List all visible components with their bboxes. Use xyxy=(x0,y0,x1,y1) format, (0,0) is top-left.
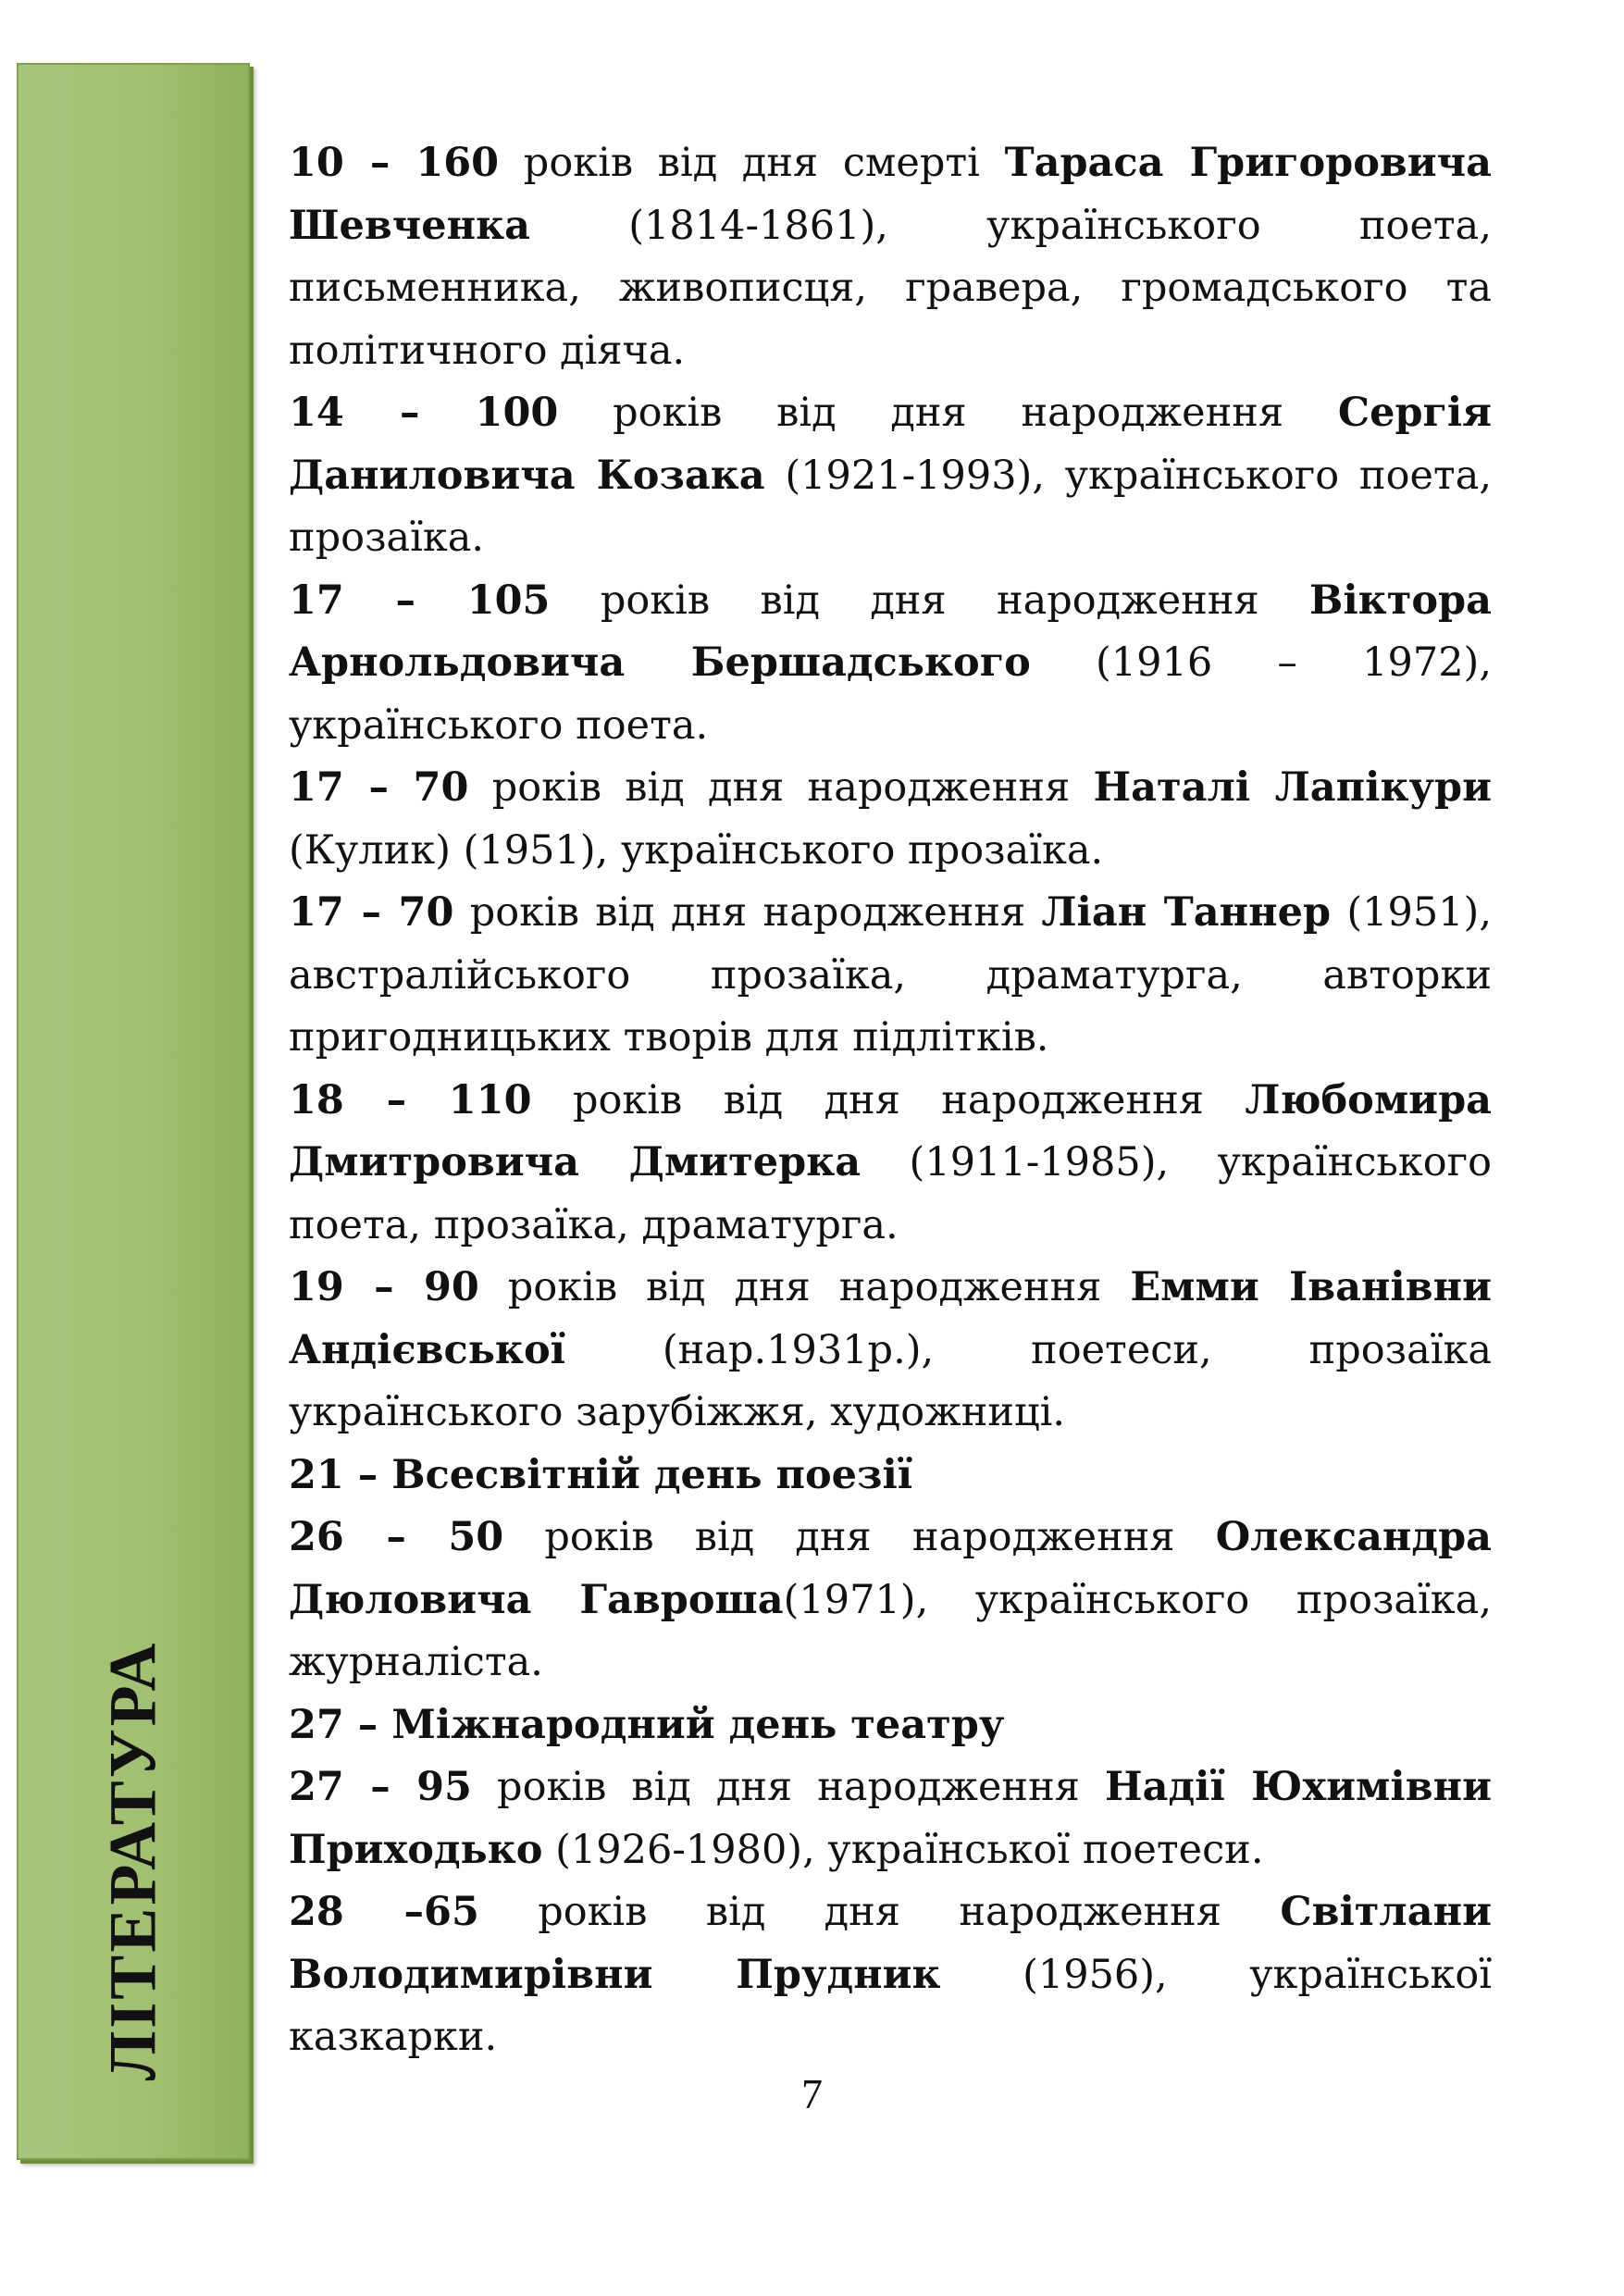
entry-date: 14 – 100 xyxy=(289,390,559,436)
entry-details: (1926-1980), української поетеси. xyxy=(542,1826,1264,1873)
entry-details: (1921-1993), українського поета, прозаїка. xyxy=(289,452,1492,561)
entry-text: років від дня народження xyxy=(478,1889,1281,1935)
entry-date: 17 – 105 xyxy=(289,577,551,624)
entry-date: 27 – Міжнародний день театру xyxy=(289,1701,1005,1748)
entry-name: Віктора Арнольдовича Бершадського xyxy=(289,577,1492,686)
entry-date: 17 – 70 xyxy=(289,889,454,936)
entry-name: Сергія Даниловича Козака xyxy=(289,390,1492,499)
entry-date: 10 – 160 xyxy=(289,140,500,186)
entry xyxy=(289,1445,1492,1508)
entry-name: Тараса Григоровича Шевченка xyxy=(289,140,1492,249)
entry-name: Світлани Володимирівни Прудник xyxy=(289,1889,1492,1998)
entry xyxy=(289,1694,1492,1757)
calendar-entries xyxy=(289,132,1492,2069)
section-sidebar xyxy=(17,63,250,2160)
entry xyxy=(289,132,1492,382)
entry-text: років від дня народження xyxy=(478,1264,1131,1310)
entry xyxy=(289,570,1492,758)
entry xyxy=(289,1756,1492,1881)
entry-name: Емми Іванівни Андієвської xyxy=(289,1264,1492,1373)
entry-details: (нар.1931р.), поетеси, прозаїка українського зарубіжжя, художниці. xyxy=(289,1326,1492,1435)
entry-name: Олександра Дюловича Гавроша xyxy=(289,1514,1492,1623)
entry xyxy=(289,1507,1492,1694)
entry-date: 21 – Всесвітній день поезії xyxy=(289,1451,913,1498)
entry xyxy=(289,1070,1492,1258)
entry-text: років від дня народження xyxy=(471,1764,1105,1810)
entry-details: (1916 – 1972), українського поета. xyxy=(289,639,1492,749)
entry-date: 27 – 95 xyxy=(289,1764,472,1810)
entry-date: 18 – 110 xyxy=(289,1076,532,1123)
entry-details: (1956), української казкарки. xyxy=(289,1951,1492,2060)
entry-details: (1951), австралійського прозаїка, драматурга, авторки пригодницьких творів для підлітків. xyxy=(289,889,1492,1061)
entry-name: Надії Юхимівни Приходько xyxy=(289,1764,1492,1873)
entry-date: 28 –65 xyxy=(289,1889,479,1935)
entry-name: Ліан Таннер xyxy=(1041,889,1332,936)
entry xyxy=(289,382,1492,570)
entry xyxy=(289,757,1492,882)
entry-details: (1911-1985), українського поета, прозаїка, драматурга. xyxy=(289,1139,1492,1248)
entry-text: років від дня народження xyxy=(531,1076,1246,1123)
entry-details: (1814-1861), українського поета, письменника, живописця, гравера, громадського та політичного діяча. xyxy=(289,202,1492,374)
entry-date: 19 – 90 xyxy=(289,1264,479,1310)
entry-text: років від дня смерті xyxy=(499,140,1005,186)
entry-text: років від дня народження xyxy=(503,1514,1216,1560)
entry-text: років від дня народження xyxy=(453,889,1042,936)
entry-details: (1971), українського прозаїка, журналіста. xyxy=(289,1576,1492,1685)
entry xyxy=(289,1881,1492,2069)
entry-date: 26 – 50 xyxy=(289,1514,504,1560)
entry-name: Любомира Дмитровича Дмитерка xyxy=(289,1076,1492,1185)
entry xyxy=(289,1257,1492,1445)
entry-details: (Кулик) (1951), українського прозаїка. xyxy=(289,826,1104,874)
entry xyxy=(289,882,1492,1070)
entry-text: років від дня народження xyxy=(550,577,1309,624)
section-title: ЛІТЕРАТУРА xyxy=(95,1640,170,2081)
entry-text: років від дня народження xyxy=(558,390,1338,436)
page-number: 7 xyxy=(801,2070,823,2117)
entry-name: Наталі Лапікури xyxy=(1093,764,1492,811)
entry-text: років від дня народження xyxy=(468,764,1094,811)
entry-date: 17 – 70 xyxy=(289,764,469,811)
